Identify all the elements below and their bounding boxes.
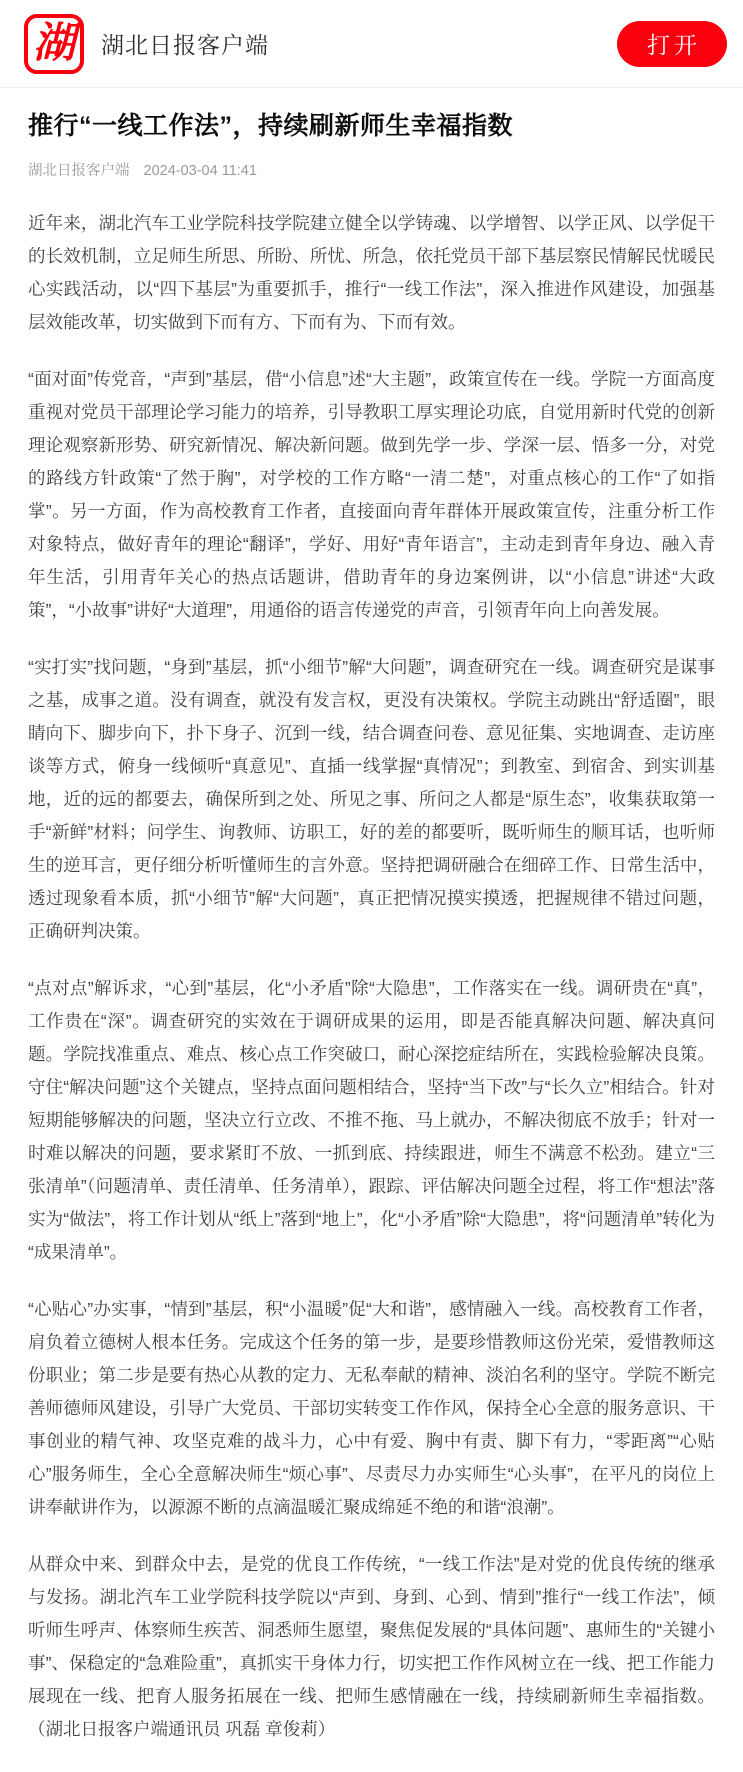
app-name: 湖北日报客户端 (101, 32, 269, 58)
article-title: 推行“一线工作法”，持续刷新师生幸福指数 (28, 112, 514, 140)
app-logo-icon (24, 14, 84, 74)
article-source: 湖北日报客户端 (28, 163, 130, 179)
article-paragraph: “面对面”传党音，“声到”基层，借“小信息”述“大主题”，政策宣传在一线。学院一方面高度重视对党员干部理论学习能力的培养，引导教职工厚实理论功底，自觉用新时代党的创新理论观察新形势、研究新情况、解决新问题。做到先学一步、学深一层、悟多一分，对党的路线方针政策“了然于胸”，对学校的工作方略“一清二楚”，对重点核心的工作“了如指掌”。另一方面，作为高校教育工作者，直接面向青年群体开展政策宣传，注重分析工作对象特点，做好青年的理论“翻译”，学好、用好“青年语言”，主动走到青年身边、融入青年生活，引用青年关心的热点话题讲，借助青年的身边案例讲，以“小信息”讲述“大政策”，“小故事”讲好“大道理”，用通俗的语言传递党的声音，引领青年向上向善发展。 (28, 369, 715, 620)
article-paragraph: “心贴心”办实事，“情到”基层，积“小温暖”促“大和谐”，感情融入一线。高校教育工作者，肩负着立德树人根本任务。完成这个任务的第一步，是要珍惜教师这份光荣，爱惜教师这份职业；第二步是要有热心从教的定力、无私奉献的精神、淡泊名利的坚守。学院不断完善师德师风建设，引导广大党员、干部切实转变工作作风，保持全心全意的服务意识、干事创业的精气神、攻坚克难的战斗力，心中有爱、胸中有责、脚下有力，“零距离”“心贴心”服务师生，全心全意解决师生“烦心事”、尽责尽力办实师生“心头事”，在平凡的岗位上讲奉献讲作为，以源源不断的点滴温暖汇聚成绵延不绝的和谐“浪潮”。 (28, 1299, 715, 1517)
article (0, 109, 743, 1772)
article-paragraph: “点对点”解诉求，“心到”基层，化“小矛盾”除“大隐患”，工作落实在一线。调研贵在“真”，工作贵在“深”。调查研究的实效在于调研成果的运用，即是否能真解决问题、解决真问题。学院找准重点、难点、核心点工作突破口，耐心深挖症结所在，实践检验解决良策。守住“解决问题”这个关键点，坚持点面问题相结合，坚持“当下改”与“长久立”相结合。针对短期能够解决的问题，坚决立行立改、不推不拖、马上就办，不解决彻底不放手；针对一时难以解决的问题，要求紧盯不放、一抓到底、持续跟进，师生不满意不松劲。建立“三张清单”（问题清单、责任清单、任务清单），跟踪、评估解决问题全过程，将工作“想法”落实为“做法”，将工作计划从“纸上”落到“地上”，化“小矛盾”除“大隐患”，将“问题清单”转化为“成果清单”。 (28, 978, 715, 1262)
article-body (28, 207, 715, 1746)
app-banner (0, 0, 743, 88)
open-app-button[interactable]: 打开 (617, 21, 727, 67)
app-logo-character: 湖 (32, 17, 75, 67)
article-paragraph: 从群众中来、到群众中去，是党的优良工作传统，“一线工作法”是对党的优良传统的继承与发扬。湖北汽车工业学院科技学院以“声到、身到、心到、情到”推行“一线工作法”，倾听师生呼声、体察师生疾苦、洞悉师生愿望，聚焦促发展的“具体问题”、惠师生的“关键小事”、保稳定的“急难险重”，真抓实干身体力行，切实把工作作风树立在一线、把工作能力展现在一线、把育人服务拓展在一线、把师生感情融在一线，持续刷新师生幸福指数。（湖北日报客户端通讯员 巩磊 章俊莉） (28, 1554, 715, 1739)
article-meta (28, 159, 715, 180)
article-paragraph: “实打实”找问题，“身到”基层，抓“小细节”解“大问题”，调查研究在一线。调查研究是谋事之基，成事之道。没有调查，就没有发言权，更没有决策权。学院主动跳出“舒适圈”，眼睛向下、脚步向下，扑下身子、沉到一线，结合调查问卷、意见征集、实地调查、走访座谈等方式，俯身一线倾听“真意见”、直插一线掌握“真情况”；到教室、到宿舍、到实训基地，近的远的都要去，确保所到之处、所见之事、所问之人都是“原生态”，收集获取第一手“新鲜”材料；问学生、询教师、访职工，好的差的都要听，既听师生的顺耳话，也听师生的逆耳言，更仔细分析听懂师生的言外意。坚持把调研融合在细碎工作、日常生活中，透过现象看本质，抓“小细节”解“大问题”，真正把情况摸实摸透，把握规律不错过问题，正确研判决策。 (28, 657, 715, 941)
article-timestamp: 2024-03-04 11:41 (143, 163, 257, 179)
article-paragraph: 近年来，湖北汽车工业学院科技学院建立健全以学铸魂、以学增智、以学正风、以学促干的长效机制，立足师生所思、所盼、所忧、所急，依托党员干部下基层察民情解民忧暖民心实践活动，以“四下基层”为重要抓手，推行“一线工作法”，深入推进作风建设，加强基层效能改革，切实做到下而有方、下而有为、下而有效。 (28, 213, 715, 332)
